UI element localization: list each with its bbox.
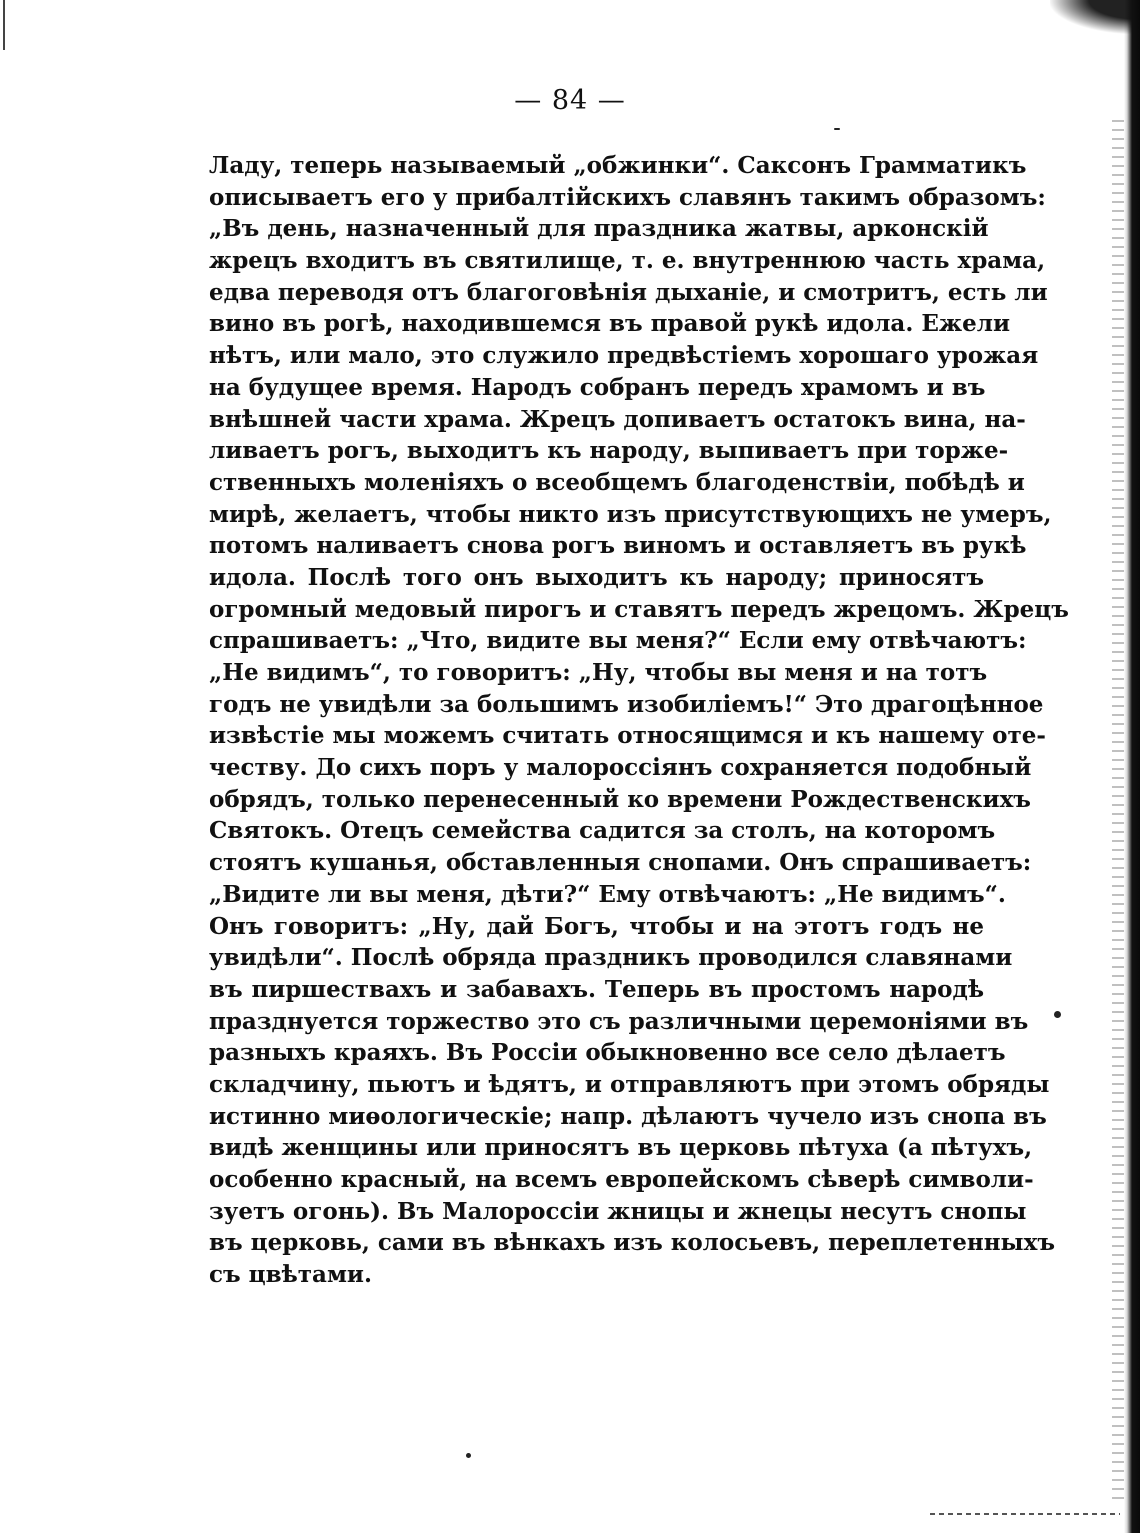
scan-edge-mark (3, 0, 5, 50)
ink-dot (834, 128, 840, 130)
text-line: жрецъ входитъ въ святилище, т. е. внутреннюю часть храма, (209, 247, 1046, 275)
text-line: складчину, пьютъ и ѣдятъ, и отправляютъ при этомъ обряды (209, 1070, 1050, 1098)
text-line: видѣ женщины или приносятъ въ церковь пѣтуха (а пѣтухъ, (209, 1134, 1033, 1162)
text-line: идола. Послѣ того онъ выходитъ къ народу; приносятъ (209, 563, 984, 591)
text-line: въ пиршествахъ и забавахъ. Теперь въ простомъ народѣ (209, 975, 984, 1003)
ink-dot (1054, 1011, 1061, 1018)
text-line: Святокъ. Отецъ семейства садится за столъ, на которомъ (209, 817, 996, 845)
text-line: въ церковь, сами въ вѣнкахъ изъ колосьевъ, переплетенныхъ (209, 1229, 1055, 1257)
text-line: едва переводя отъ благоговѣнія дыханіе, и смотритъ, есть ли (209, 278, 1048, 306)
text-line: годъ не увидѣли за большимъ изобиліемъ!“ Это драгоцѣнное (209, 690, 1044, 718)
text-line: съ цвѣтами. (209, 1261, 372, 1289)
text-line: извѣстіе мы можемъ считать относящимся и къ нашему оте- (209, 722, 1046, 750)
text-line: разныхъ краяхъ. Въ Россіи обыкновенно все село дѣлаетъ (209, 1039, 1006, 1067)
text-line: описываетъ его у прибалтійскихъ славянъ такимъ образомъ: (209, 183, 1046, 211)
text-line: истинно миѳологическіе; напр. дѣлаютъ чучело изъ снопа въ (209, 1102, 1047, 1130)
page-number: — 84 — (514, 85, 626, 116)
text-line: внѣшней части храма. Жрецъ допиваетъ остатокъ вина, на- (209, 405, 1026, 433)
text-line: потомъ наливаетъ снова рогъ виномъ и оставляетъ въ рукѣ (209, 532, 1027, 560)
scan-speckle (1112, 120, 1124, 1500)
text-line: честву. До сихъ поръ у малороссіянъ сохраняется подобный (209, 754, 1032, 782)
text-line: ливаетъ рогъ, выходитъ къ народу, выпиваетъ при торже- (209, 437, 1009, 465)
text-line: „Не видимъ“, то говоритъ: „Ну, чтобы вы меня и на тотъ (209, 659, 988, 686)
text-line: зуетъ огонь). Въ Малороссіи жницы и жнецы несутъ снопы (209, 1197, 1027, 1225)
text-line: „Видите ли вы меня, дѣти?“ Ему отвѣчаютъ: „Не видимъ“. (209, 880, 1006, 908)
text-line: празднуется торжество это съ различными церемоніями въ (209, 1007, 1029, 1035)
text-line: на будущее время. Народъ собранъ передъ храмомъ и въ (209, 373, 986, 401)
text-line: огромный медовый пирогъ и ставятъ передъ жрецомъ. Жрецъ (209, 595, 1069, 623)
text-line: стоятъ кушанья, обставленныя снопами. Онъ спрашиваетъ: (209, 849, 1032, 877)
text-line: увидѣли“. Послѣ обряда праздникъ проводился славянами (209, 944, 1013, 972)
text-line: спрашиваетъ: „Что, видите вы меня?“ Если ему отвѣчаютъ: (209, 627, 1027, 655)
scan-bottom-mark (930, 1513, 1120, 1515)
scan-binding-shadow (1124, 0, 1140, 1533)
text-line: „Въ день, назначенный для праздника жатвы, арконскій (209, 215, 989, 243)
text-line: ственныхъ моленіяхъ о всеобщемъ благоденствіи, побѣдѣ и (209, 468, 1025, 496)
ink-dot (466, 1453, 471, 1458)
text-line: вино въ рогѣ, находившемся въ правой рукѣ идола. Ежели (209, 310, 1011, 338)
body-text (209, 150, 1069, 1291)
text-line: мирѣ, желаетъ, чтобы никто изъ присутствующихъ не умеръ, (209, 500, 1052, 528)
text-line: обрядъ, только перенесенный ко времени Рождественскихъ (209, 785, 1031, 813)
text-line: особенно красный, на всемъ европейскомъ сѣверѣ символи- (209, 1166, 1034, 1193)
text-line: нѣтъ, или мало, это служило предвѣстіемъ хорошаго урожая (209, 342, 1039, 370)
text-line: Онъ говоритъ: „Ну, дай Богъ, чтобы и на этотъ годъ не (209, 912, 984, 940)
text-line: Ладу, теперь называемый „обжинки“. Саксонъ Грамматикъ (209, 152, 1027, 179)
